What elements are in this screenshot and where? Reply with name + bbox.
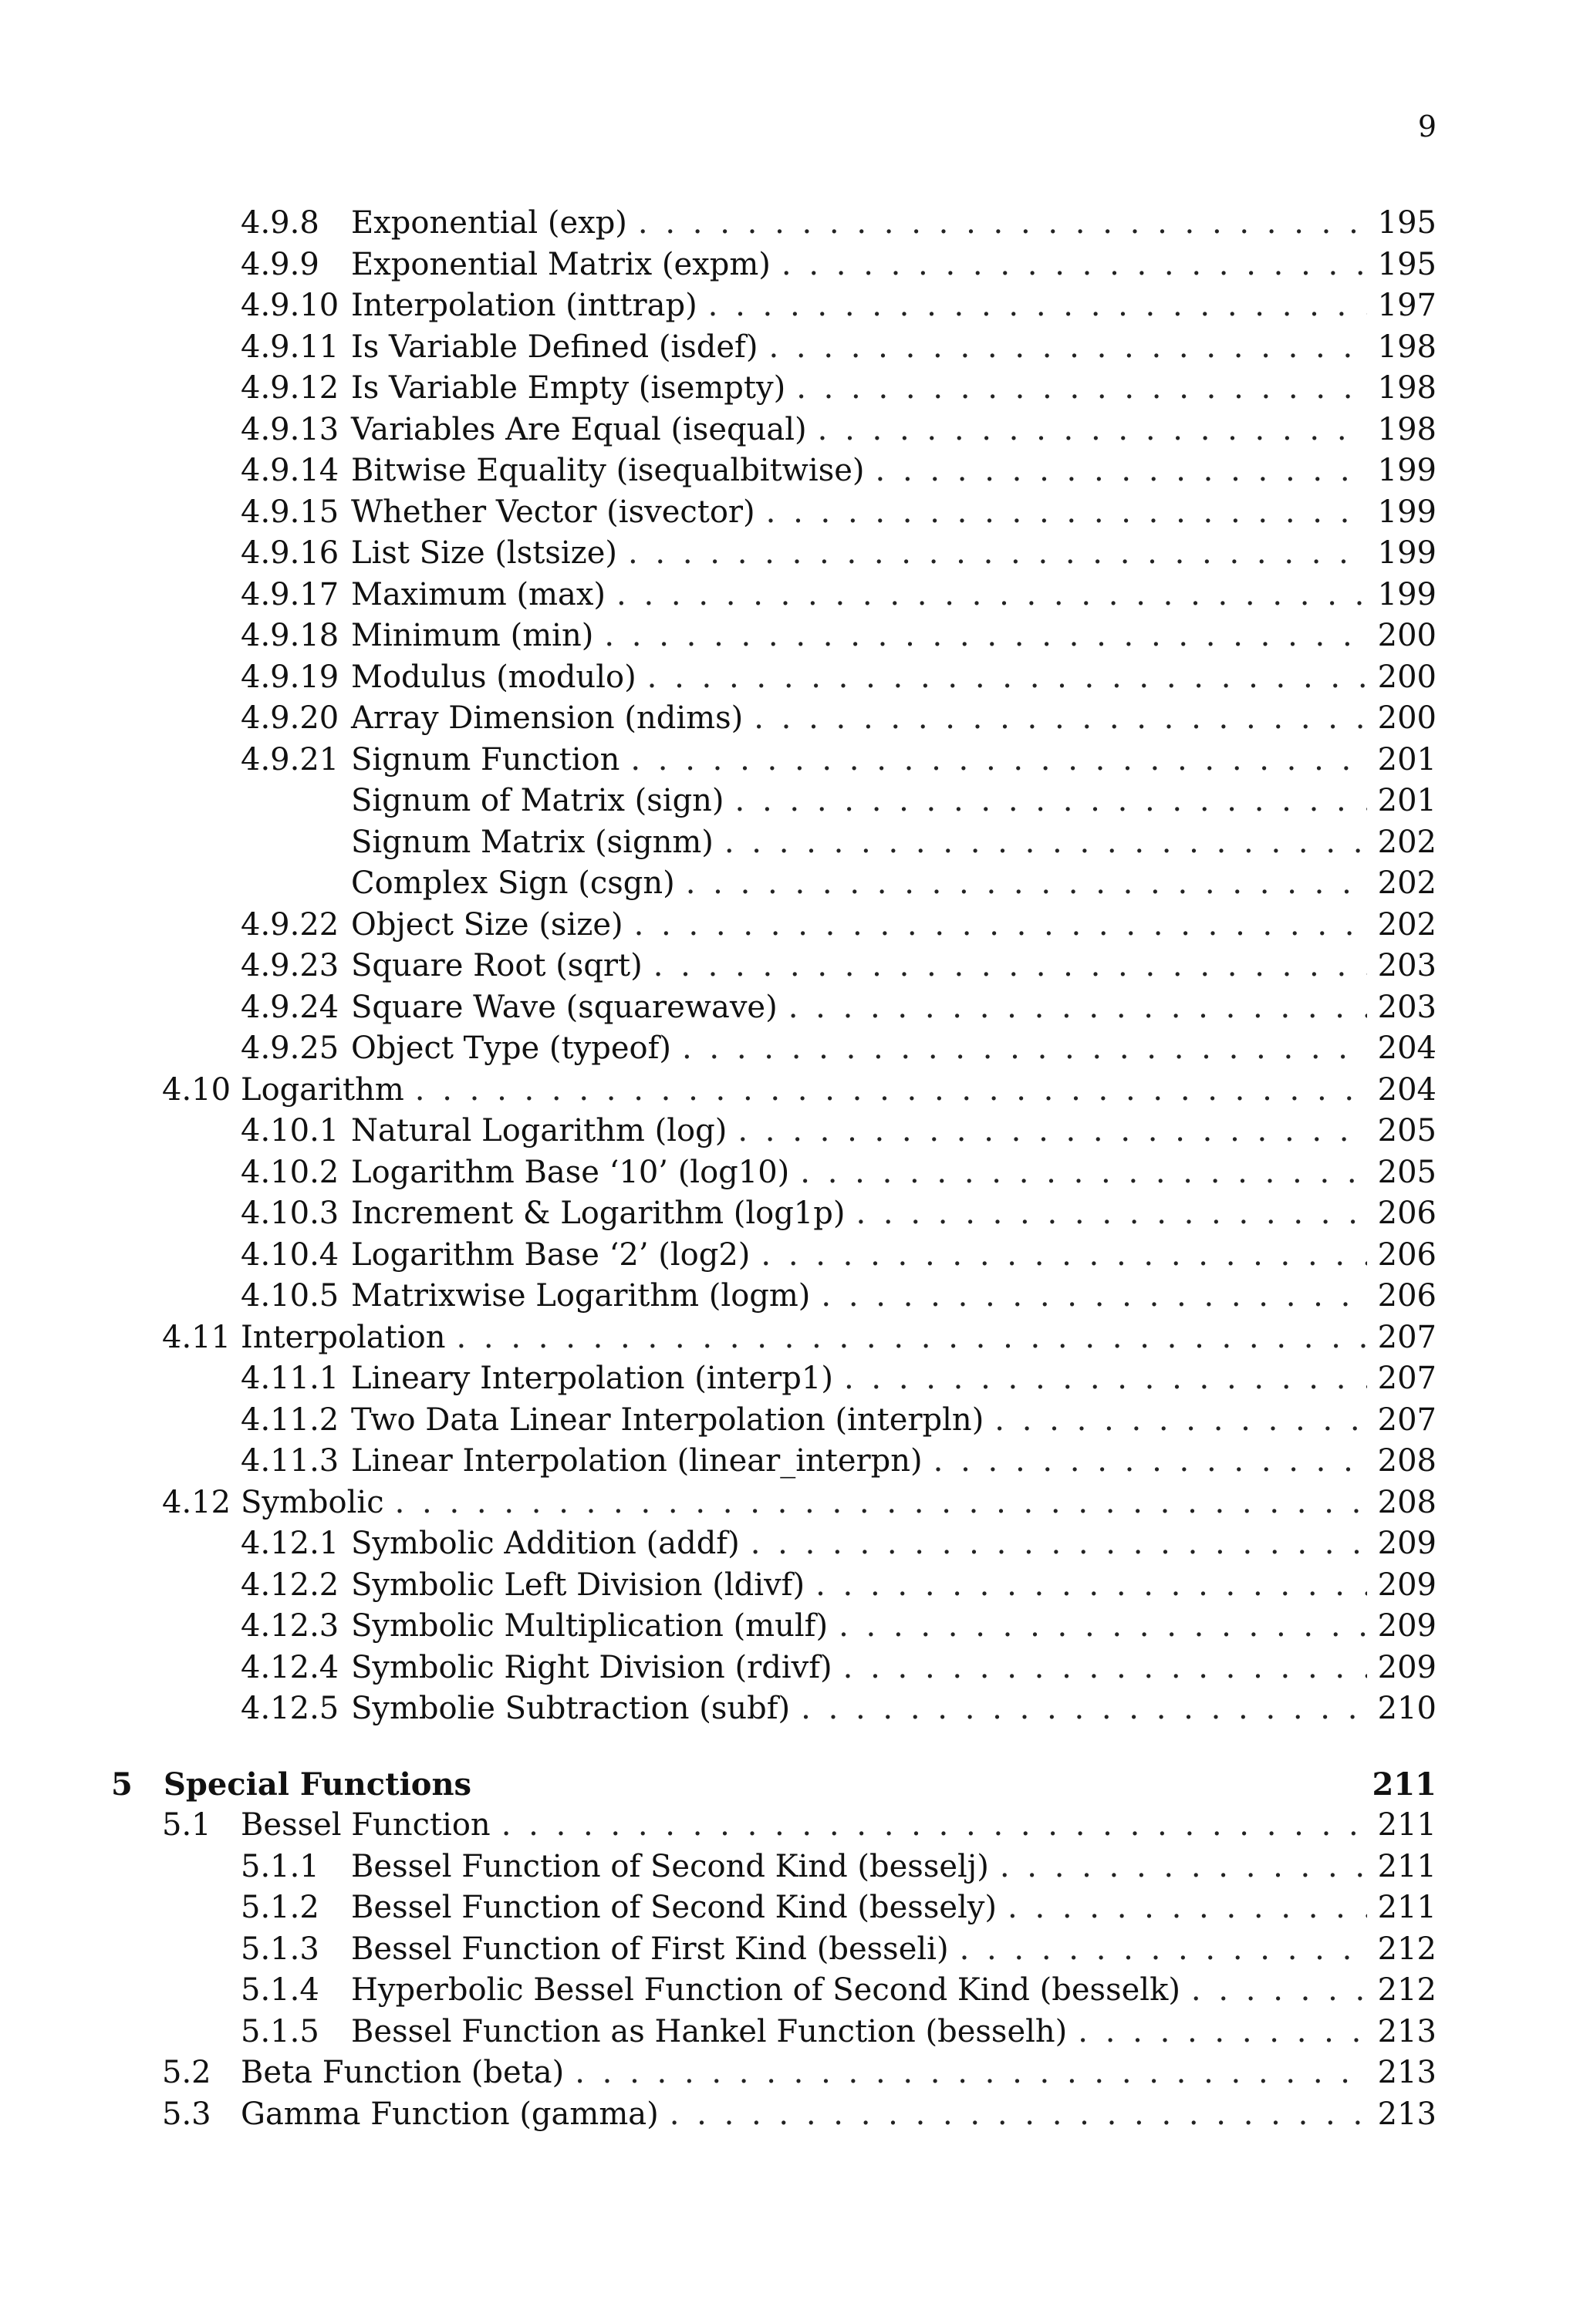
- toc-entry-section[interactable]: [0, 1482, 1580, 1524]
- toc-entry-number: 4.10.4: [241, 1236, 339, 1273]
- toc-entry-line: [351, 1441, 1437, 1482]
- toc-entry-number: 4.9.15: [241, 494, 339, 530]
- toc-entry-subsection[interactable]: [0, 450, 1580, 492]
- toc-entry-subsection[interactable]: [0, 1028, 1580, 1070]
- toc-entry-line: [351, 1887, 1437, 1929]
- toc-entry-line: [351, 987, 1437, 1029]
- dot-leader: [766, 492, 1367, 534]
- toc-entry-page: 204: [1367, 1070, 1437, 1111]
- toc-entry-number: 4.10.3: [241, 1196, 339, 1231]
- dot-leader: [647, 657, 1367, 699]
- toc-entry-title: Beta Function (beta): [241, 2052, 575, 2094]
- toc-entry-page: 207: [1367, 1358, 1437, 1400]
- dot-leader: [738, 1111, 1366, 1152]
- toc-entry-number: 4.9.23: [241, 948, 339, 983]
- toc-entry-number: 4.9.10: [241, 288, 339, 323]
- toc-entry-number: 4.9.11: [241, 329, 339, 365]
- toc-entry-subsection[interactable]: [0, 1847, 1580, 1888]
- toc-entry-line: [351, 1648, 1437, 1689]
- toc-entry-line: [351, 946, 1437, 987]
- toc-entry-subsection[interactable]: [0, 1276, 1580, 1317]
- toc-entry-line: [351, 1565, 1437, 1607]
- toc-entry-page: 207: [1367, 1400, 1437, 1442]
- dot-leader: [1078, 2012, 1366, 2053]
- toc-entry-number: 4.9.17: [241, 576, 339, 612]
- toc-entry-page: 211: [1367, 1847, 1437, 1888]
- toc-entry-line: [351, 1152, 1437, 1194]
- toc-entry-number: 4.10.2: [241, 1154, 339, 1190]
- toc-entry-title: Symbolic Addition (addf): [351, 1523, 751, 1565]
- toc-entry-page: 213: [1367, 2094, 1437, 2136]
- toc-entry-page: 209: [1367, 1565, 1437, 1607]
- toc-entry-page: 209: [1367, 1523, 1437, 1565]
- toc-entry-line: [351, 781, 1437, 822]
- dot-leader: [800, 1152, 1366, 1194]
- toc-entry-subsection[interactable]: [0, 245, 1580, 286]
- toc-entry-title: Exponential (exp): [351, 203, 638, 245]
- toc-entry-title: Variables Are Equal (isequal): [351, 410, 818, 451]
- toc-entry-number: 4.12.3: [241, 1608, 339, 1644]
- toc-entry-page: 212: [1367, 1970, 1437, 2012]
- toc-entry-line: [351, 1929, 1437, 1971]
- toc-entry-page: 201: [1367, 740, 1437, 781]
- dot-leader: [933, 1441, 1367, 1482]
- toc-entry-page: 202: [1367, 863, 1437, 905]
- dot-leader: [801, 1688, 1367, 1730]
- dot-leader: [724, 822, 1367, 864]
- toc-entry-number: 5.3: [162, 2096, 211, 2132]
- toc-entry-line: [241, 1317, 1437, 1359]
- toc-entry-line: [351, 410, 1437, 451]
- toc-entry-line: [351, 533, 1437, 575]
- toc-entry-page: 200: [1367, 698, 1437, 740]
- toc-entry-page: 206: [1367, 1235, 1437, 1277]
- dot-leader: [839, 1606, 1367, 1648]
- dot-leader: [1191, 1970, 1367, 2012]
- toc-entry-number: 4.9.21: [241, 741, 339, 777]
- toc-entry-page: 198: [1367, 368, 1437, 410]
- toc-entry-subsection[interactable]: [0, 1887, 1580, 1929]
- dot-leader: [796, 368, 1366, 410]
- toc-entry-line: [241, 2052, 1437, 2094]
- dot-leader: [856, 1193, 1366, 1235]
- toc-entry-subsection[interactable]: [0, 368, 1580, 410]
- toc-entry-line: [351, 1688, 1437, 1730]
- dot-leader: [415, 1070, 1367, 1111]
- toc-entry-number: 5.1.2: [241, 1890, 319, 1925]
- dot-leader: [788, 987, 1367, 1029]
- toc-entry-line: [351, 657, 1437, 699]
- toc-entry-page: 212: [1367, 1929, 1437, 1971]
- dot-leader: [575, 2052, 1366, 2094]
- toc-entry-title: Is Variable Defined (isdef): [351, 327, 768, 369]
- toc-entry-number: 4.9.18: [241, 618, 339, 653]
- toc-entry-page: 195: [1367, 203, 1437, 245]
- toc-entry-line: [351, 368, 1437, 410]
- toc-entry-number: 5.1: [162, 1807, 211, 1843]
- toc-entry-page: 211: [1367, 1887, 1437, 1929]
- toc-entry-title: Logarithm: [241, 1070, 415, 1111]
- toc-entry-line: [241, 1070, 1437, 1111]
- toc-entry-title: Square Wave (squarewave): [351, 987, 788, 1029]
- toc-entry-title: Maximum (max): [351, 575, 616, 616]
- toc-entry-page: 210: [1367, 1688, 1437, 1730]
- toc-entry-page: 202: [1367, 822, 1437, 864]
- toc-entry-title: Object Size (size): [351, 905, 634, 946]
- toc-entry-number: 4.12.1: [241, 1526, 339, 1561]
- dot-leader: [395, 1482, 1367, 1524]
- toc-entry-number: 4.9.25: [241, 1030, 339, 1066]
- toc-entry-title: Bessel Function as Hankel Function (besselh): [351, 2012, 1078, 2053]
- toc-entry-subsection[interactable]: [0, 1441, 1580, 1482]
- toc-entry-title: Bitwise Equality (isequalbitwise): [351, 450, 876, 492]
- toc-entry-number: 4.9.16: [241, 535, 339, 571]
- toc-entry-page: 197: [1367, 285, 1437, 327]
- toc-entry-line: [351, 740, 1437, 781]
- toc-entry-subsection[interactable]: [0, 781, 1580, 822]
- toc-entry-title: Natural Logarithm (log): [351, 1111, 738, 1152]
- toc-entry-title: Lineary Interpolation (interp1): [351, 1358, 844, 1400]
- toc-entry-subsection[interactable]: [0, 946, 1580, 987]
- dot-leader: [628, 533, 1367, 575]
- toc-entry-line: [351, 1276, 1437, 1317]
- toc-entry-subsection[interactable]: [0, 575, 1580, 616]
- toc-entry-page: 207: [1367, 1317, 1437, 1359]
- toc-entry-number: 4.9.24: [241, 989, 339, 1025]
- toc-entry-title: Logarithm Base ‘2’ (log2): [351, 1235, 761, 1277]
- toc-entry-title: Symbolic Right Division (rdivf): [351, 1648, 843, 1689]
- dot-leader: [735, 781, 1367, 822]
- toc-entry-subsection[interactable]: [0, 1400, 1580, 1442]
- dot-leader: [844, 1358, 1367, 1400]
- toc-entry-line: [351, 492, 1437, 534]
- toc-entry-page: 208: [1367, 1441, 1437, 1482]
- toc-entry-title: Array Dimension (ndims): [351, 698, 754, 740]
- toc-entry-number: 4.9.9: [241, 246, 319, 282]
- toc-entry-line: [351, 245, 1437, 286]
- toc-entry-number: 4.9.22: [241, 906, 339, 943]
- dot-leader: [821, 1276, 1366, 1317]
- toc-entry-subsection[interactable]: [0, 203, 1580, 245]
- toc-entry-subsection[interactable]: [0, 740, 1580, 781]
- toc-entry-line: [241, 1805, 1437, 1847]
- dot-leader: [843, 1648, 1367, 1689]
- dot-leader: [501, 1805, 1367, 1847]
- dot-leader: [1000, 1847, 1367, 1888]
- toc-entry-line: [351, 285, 1437, 327]
- toc-entry-line: [351, 1235, 1437, 1277]
- toc-entry-page: 200: [1367, 657, 1437, 699]
- toc-entry-subsection[interactable]: [0, 616, 1580, 657]
- dot-leader: [876, 450, 1367, 492]
- toc-entry-title: Exponential Matrix (expm): [351, 245, 782, 286]
- toc-entry-title: Linear Interpolation (linear_interpn): [351, 1441, 933, 1482]
- toc-entry-subsection[interactable]: [0, 1970, 1580, 2012]
- toc-entry-number: 4.10.1: [241, 1113, 339, 1149]
- dot-leader: [670, 2094, 1367, 2136]
- toc-entry-title: Bessel Function: [241, 1805, 501, 1847]
- toc-entry-title: Matrixwise Logarithm (logm): [351, 1276, 821, 1317]
- toc-entry-line: [351, 1400, 1437, 1442]
- toc-entry-page: 198: [1367, 410, 1437, 451]
- toc-entry-title: Whether Vector (isvector): [351, 492, 766, 534]
- toc-entry-title: Signum of Matrix (sign): [351, 781, 735, 822]
- toc-entry-number: 4.11.2: [241, 1401, 339, 1438]
- toc-entry-page: 203: [1367, 987, 1437, 1029]
- toc-entry-title: Special Functions: [164, 1764, 482, 1806]
- toc-entry-number: 5.1.1: [241, 1848, 319, 1884]
- toc-entry-title: Bessel Function of Second Kind (bessely): [351, 1887, 1008, 1929]
- toc-entry-subsection[interactable]: [0, 2012, 1580, 2053]
- dot-leader: [456, 1317, 1366, 1359]
- toc-entry-page: 198: [1367, 327, 1437, 369]
- dot-leader: [653, 946, 1367, 987]
- toc-entry-number: 5.2: [162, 2055, 211, 2090]
- toc-entry-line: [351, 1111, 1437, 1152]
- toc-entry-page: 213: [1367, 2052, 1437, 2094]
- toc-entry-title: Two Data Linear Interpolation (interpln): [351, 1400, 994, 1442]
- toc-entry-section[interactable]: [0, 1805, 1580, 1847]
- table-of-contents: [0, 203, 1580, 2135]
- toc-entry-line: [351, 905, 1437, 946]
- toc-entry-page: 199: [1367, 533, 1437, 575]
- toc-entry-title: Complex Sign (csgn): [351, 863, 686, 905]
- toc-entry-subsection[interactable]: [0, 1648, 1580, 1689]
- toc-entry-title: Bessel Function of First Kind (besseli): [351, 1929, 960, 1971]
- dot-leader: [604, 616, 1366, 657]
- toc-entry-subsection[interactable]: [0, 698, 1580, 740]
- toc-entry-subsection[interactable]: [0, 1688, 1580, 1730]
- toc-entry-line: [351, 1358, 1437, 1400]
- toc-entry-subsection[interactable]: [0, 492, 1580, 534]
- toc-entry-number: 4.9.12: [241, 370, 339, 406]
- dot-leader: [634, 905, 1367, 946]
- toc-entry-title: Symbolic Left Division (ldivf): [351, 1565, 815, 1607]
- toc-entry-line: [241, 1482, 1437, 1524]
- toc-entry-title: Logarithm Base ‘10’ (log10): [351, 1152, 800, 1194]
- toc-entry-subsection[interactable]: [0, 327, 1580, 369]
- toc-entry-subsection[interactable]: [0, 1523, 1580, 1565]
- toc-entry-title: Increment & Logarithm (log1p): [351, 1193, 856, 1235]
- toc-entry-page: 199: [1367, 492, 1437, 534]
- toc-entry-line: [351, 1193, 1437, 1235]
- toc-entry-number: 4.11: [162, 1319, 231, 1355]
- dot-leader: [994, 1400, 1366, 1442]
- toc-entry-line: [351, 1847, 1437, 1888]
- toc-entry-section[interactable]: [0, 1070, 1580, 1111]
- toc-entry-line: [351, 450, 1437, 492]
- toc-entry-number: 4.10: [162, 1071, 231, 1108]
- toc-entry-subsection[interactable]: [0, 1111, 1580, 1152]
- dot-leader: [630, 740, 1366, 781]
- toc-entry-page: 203: [1367, 946, 1437, 987]
- toc-entry-page: 206: [1367, 1276, 1437, 1317]
- toc-entry-number: 4.12: [162, 1484, 231, 1520]
- toc-entry-number: 5.1.4: [241, 1972, 319, 2008]
- toc-entry-title: Minimum (min): [351, 616, 604, 657]
- toc-entry-page: 205: [1367, 1111, 1437, 1152]
- toc-entry-line: [351, 616, 1437, 657]
- toc-entry-page: 199: [1367, 575, 1437, 616]
- toc-entry-title: Interpolation: [241, 1317, 456, 1359]
- toc-entry-subsection[interactable]: [0, 1152, 1580, 1194]
- toc-entry-number: 4.9.8: [241, 205, 319, 241]
- toc-entry-page: 201: [1367, 781, 1437, 822]
- toc-entry-line: [351, 327, 1437, 369]
- toc-entry-title: Square Root (sqrt): [351, 946, 653, 987]
- toc-entry-subsection[interactable]: [0, 533, 1580, 575]
- dot-leader: [754, 698, 1366, 740]
- toc-entry-title: Interpolation (inttrap): [351, 285, 708, 327]
- toc-entry-page: 195: [1367, 245, 1437, 286]
- toc-entry-number: 4.11.1: [241, 1361, 339, 1396]
- toc-entry-subsection[interactable]: [0, 822, 1580, 864]
- toc-entry-page: 202: [1367, 905, 1437, 946]
- dot-leader: [960, 1929, 1367, 1971]
- dot-leader: [686, 863, 1367, 905]
- dot-leader: [1008, 1887, 1367, 1929]
- toc-entry-number: 5.1.3: [241, 1931, 319, 1967]
- toc-entry-page: 211: [1362, 1764, 1437, 1806]
- page-number: 9: [1417, 110, 1437, 143]
- toc-entry-line: [351, 1970, 1437, 2012]
- toc-entry-number: 4.12.5: [241, 1691, 339, 1726]
- toc-entry-subsection[interactable]: [0, 905, 1580, 946]
- toc-entry-line: [164, 1764, 1437, 1806]
- toc-entry-section[interactable]: [0, 1317, 1580, 1359]
- toc-entry-number: 4.9.20: [241, 700, 339, 736]
- toc-entry-line: [351, 1523, 1437, 1565]
- dot-leader: [682, 1028, 1367, 1070]
- toc-entry-title: Symbolie Subtraction (subf): [351, 1688, 801, 1730]
- toc-entry-subsection[interactable]: [0, 657, 1580, 699]
- toc-entry-subsection[interactable]: [0, 1235, 1580, 1277]
- toc-entry-title: Modulus (modulo): [351, 657, 647, 699]
- toc-entry-line: [351, 1606, 1437, 1648]
- toc-entry-page: 204: [1367, 1028, 1437, 1070]
- toc-entry-title: Gamma Function (gamma): [241, 2094, 670, 2136]
- toc-entry-number: 4.9.19: [241, 659, 339, 695]
- toc-entry-number: 5: [111, 1766, 133, 1803]
- toc-entry-line: [241, 2094, 1437, 2136]
- toc-entry-title: Signum Function: [351, 740, 630, 781]
- dot-leader: [638, 203, 1367, 245]
- dot-leader: [751, 1523, 1367, 1565]
- toc-entry-section[interactable]: [0, 2052, 1580, 2094]
- toc-entry-subsection[interactable]: [0, 1358, 1580, 1400]
- toc-entry-number: 4.11.3: [241, 1443, 339, 1479]
- toc-entry-number: 4.9.14: [241, 453, 339, 488]
- toc-entry-subsection[interactable]: [0, 1193, 1580, 1235]
- toc-entry-number: 4.10.5: [241, 1278, 339, 1314]
- dot-leader: [768, 327, 1366, 369]
- toc-entry-number: 5.1.5: [241, 2013, 319, 2049]
- toc-entry-page: 213: [1367, 2012, 1437, 2053]
- dot-leader: [761, 1235, 1366, 1277]
- dot-leader: [818, 410, 1367, 451]
- toc-entry-subsection[interactable]: [0, 1929, 1580, 1971]
- dot-leader: [708, 285, 1367, 327]
- toc-entry-title: List Size (lstsize): [351, 533, 628, 575]
- dot-leader: [616, 575, 1367, 616]
- toc-entry-title: Object Type (typeof): [351, 1028, 682, 1070]
- toc-entry-line: [351, 203, 1437, 245]
- toc-entry-number: 4.9.13: [241, 411, 339, 447]
- toc-entry-title: Bessel Function of Second Kind (besselj): [351, 1847, 1000, 1888]
- toc-entry-page: 200: [1367, 616, 1437, 657]
- toc-entry-page: 211: [1367, 1805, 1437, 1847]
- toc-entry-number: 4.12.2: [241, 1567, 339, 1603]
- toc-entry-line: [351, 1028, 1437, 1070]
- toc-entry-title: Symbolic: [241, 1482, 395, 1524]
- toc-entry-page: 209: [1367, 1648, 1437, 1689]
- toc-entry-title: Is Variable Empty (isempty): [351, 368, 796, 410]
- toc-entry-line: [351, 575, 1437, 616]
- toc-entry-page: 209: [1367, 1606, 1437, 1648]
- toc-entry-line: [351, 698, 1437, 740]
- toc-entry-chapter[interactable]: [0, 1764, 1580, 1806]
- toc-entry-line: [351, 863, 1437, 905]
- toc-entry-subsection[interactable]: [0, 1565, 1580, 1607]
- toc-entry-line: [351, 822, 1437, 864]
- toc-entry-line: [351, 2012, 1437, 2053]
- toc-entry-page: 205: [1367, 1152, 1437, 1194]
- dot-leader: [815, 1565, 1367, 1607]
- toc-entry-title: Signum Matrix (signm): [351, 822, 724, 864]
- toc-entry-page: 208: [1367, 1482, 1437, 1524]
- toc-entry-subsection[interactable]: [0, 410, 1580, 451]
- toc-entry-page: 199: [1367, 450, 1437, 492]
- toc-entry-section[interactable]: [0, 2094, 1580, 2136]
- toc-entry-subsection[interactable]: [0, 863, 1580, 905]
- toc-entry-page: 206: [1367, 1193, 1437, 1235]
- toc-entry-subsection[interactable]: [0, 285, 1580, 327]
- toc-entry-title: Symbolic Multiplication (mulf): [351, 1606, 839, 1648]
- toc-entry-subsection[interactable]: [0, 1606, 1580, 1648]
- toc-entry-title: Hyperbolic Bessel Function of Second Kind (besselk): [351, 1970, 1191, 2012]
- dot-leader: [782, 245, 1367, 286]
- toc-entry-number: 4.12.4: [241, 1649, 339, 1685]
- toc-entry-subsection[interactable]: [0, 987, 1580, 1029]
